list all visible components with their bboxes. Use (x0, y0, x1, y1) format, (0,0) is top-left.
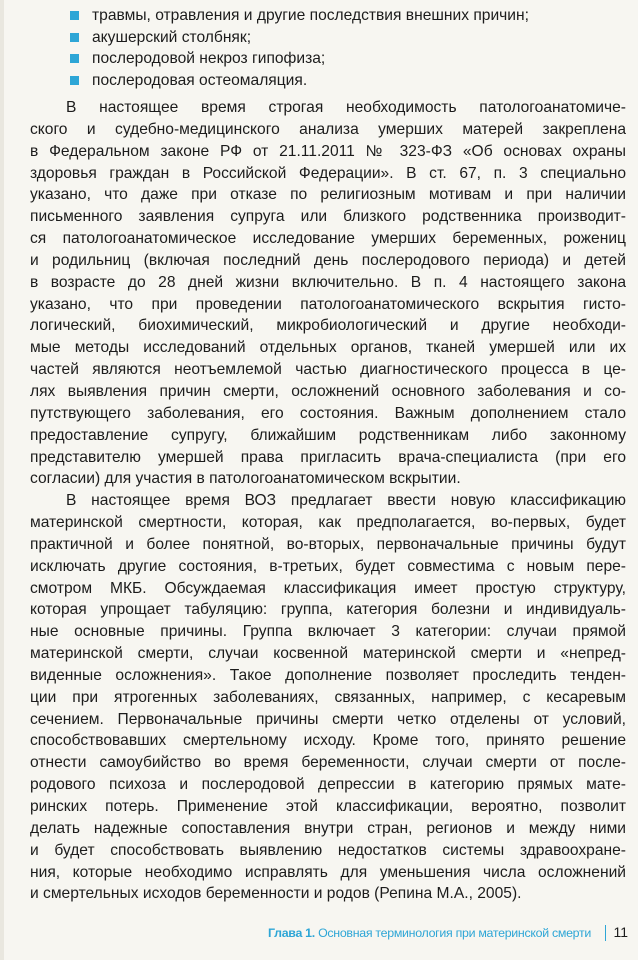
paragraph-who-classification (30, 490, 626, 905)
running-footer (0, 918, 638, 948)
text-line: материнской смерти, случаи косвенной материнской смерти и «непред- (30, 645, 626, 663)
text-line: отнести самоубийство во время беременности, случаи смерти от после- (30, 754, 626, 772)
bullet-item (66, 48, 626, 70)
text-line: представителю умершей права пригласить врача-специалиста (при его (30, 448, 626, 466)
text-line: в возрасте до 28 дней жизни включительно. В п. 4 настоящего закона (30, 273, 626, 291)
square-bullet-icon (70, 54, 79, 63)
text-line: ные основные причины. Группа включает 3 категории: случаи прямой (30, 623, 626, 641)
bullet-item (66, 5, 626, 27)
text-line: исключать другие состояния, в-третьих, будет совместима с новым пере- (30, 557, 626, 575)
bullet-item (66, 27, 626, 49)
bullet-text: травмы, отравления и другие последствия внешних причин; (92, 7, 529, 24)
text-line: В настоящее время ВОЗ предлагает ввести новую классификацию (66, 492, 626, 510)
chapter-title: Основная терминология при материнской смерти (318, 926, 591, 940)
text-line: письменного заявления супруга или близкого родственника производит- (30, 208, 626, 226)
footer-divider (605, 925, 606, 941)
text-line: материнской смертности, которая, как предполагается, во-первых, будет (30, 514, 626, 532)
page-edge-shadow (0, 0, 4, 960)
text-line: лях выявления причин смерти, осложнений основного заболевания и со- (30, 382, 626, 400)
bullet-list (66, 5, 626, 91)
text-line: указано, что при проведении патологоанатомического вскрытия гисто- (30, 295, 626, 313)
text-line: ся патологоанатомическое исследование умерших беременных, рожениц (30, 230, 626, 248)
paragraph-legal-requirements (30, 97, 626, 490)
text-line: в Федеральном законе РФ от 21.11.2011 № 323-ФЗ «Об основах охраны (30, 142, 626, 160)
text-line: ского и судебно-медицинского анализа умерших матерей закреплена (30, 120, 626, 138)
bullet-text: послеродовая остеомаляция. (92, 71, 308, 89)
text-line: указано, что даже при отказе по религиозным мотивам и при наличии (30, 186, 626, 204)
text-line: родового психоза и послеродовой депрессии в категорию прямых мате- (30, 776, 626, 794)
text-line: ния, которые необходимо исправлять для уменьшения числа осложнений (30, 863, 626, 881)
text-line: мые методы исследований отдельных органов, тканей умершей или их (30, 339, 626, 357)
text-line: предоставление супругу, ближайшим родственникам либо законному (30, 426, 626, 444)
text-line: способствовавших смертельному исходу. Кроме того, принято решение (30, 732, 626, 750)
text-line: ции при ятрогенных заболеваниях, связанных, например, с кесаревым (30, 688, 626, 706)
bullet-item (66, 70, 626, 92)
text-line: путствующего заболевания, его состояния. Важным дополнением стало (30, 404, 626, 422)
square-bullet-icon (70, 33, 79, 42)
text-line: практичной и более понятной, во-вторых, первоначальные причины будут (30, 535, 626, 553)
text-line: делать надежные сопоставления внутри стран, регионов и между ними (30, 819, 626, 837)
square-bullet-icon (70, 76, 79, 85)
page-number: 11 (613, 924, 628, 940)
text-line: здоровья граждан в Российской Федерации». В ст. 67, п. 3 специально (30, 164, 626, 182)
text-line: частей являются неотъемлемой частью диагностического процесса в це- (30, 361, 626, 379)
text-line: и родильниц (включая последний день послеродового периода) и детей (30, 251, 626, 269)
text-line: и смертельных исходов беременности и родов (Репина М.А., 2005). (30, 885, 522, 903)
body-text (30, 97, 626, 905)
text-line: виденные осложнения». Такое дополнение позволяет проследить тенден- (30, 666, 626, 684)
text-line: и будет способствовать выявлению недостатков системы здравоохране- (30, 841, 626, 859)
bullet-text: послеродовой некроз гипофиза; (92, 50, 326, 68)
chapter-running-title (268, 926, 591, 940)
text-line: сечением. Первоначальные причины смерти четко отделены от условий, (30, 710, 626, 728)
text-line: ринских потерь. Применение этой классификации, вероятно, позволит (30, 798, 626, 815)
square-bullet-icon (70, 11, 79, 20)
text-line: которая упрощает табуляцию: группа, категория болезни и индивидуаль- (30, 601, 626, 619)
text-line: логический, биохимический, микробиологический и другие необходи- (30, 317, 626, 335)
chapter-label: Глава 1. (268, 926, 315, 940)
text-line: смотром МКБ. Обсуждаемая классификация имеет простую структуру, (30, 579, 626, 597)
text-line: согласии) для участия в патологоанатомическом вскрытии. (30, 470, 461, 488)
text-line: В настоящее время строгая необходимость патологоанатомиче- (66, 99, 626, 116)
bullet-text: акушерский столбняк; (92, 28, 252, 46)
